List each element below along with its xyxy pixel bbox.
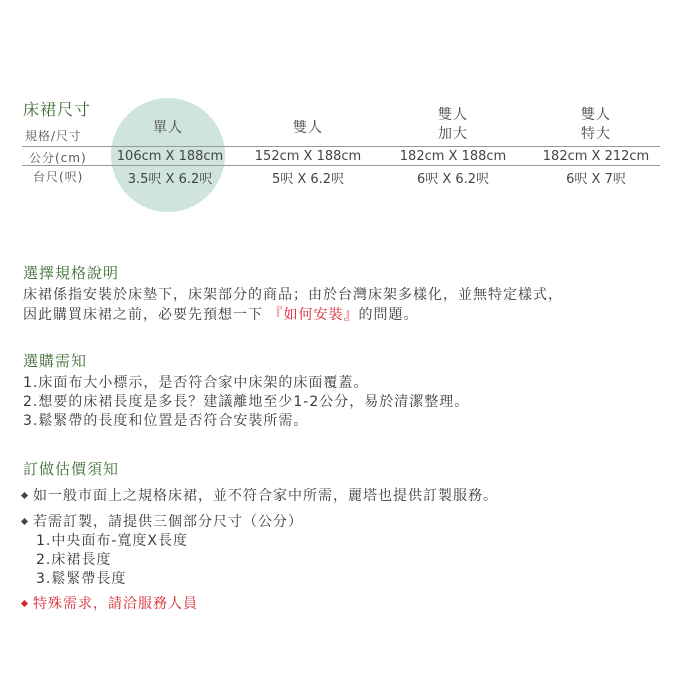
cell-queen-chi: 6呎 X 6.2呎 bbox=[416, 172, 490, 187]
custom-order-sub-2: 2.床裙長度 bbox=[36, 552, 112, 568]
diamond-bullet-icon bbox=[21, 599, 28, 606]
cell-double-chi: 5呎 X 6.2呎 bbox=[271, 172, 345, 187]
cell-queen-cm: 182cm X 188cm bbox=[399, 149, 507, 164]
cell-king-cm: 182cm X 212cm bbox=[542, 149, 650, 164]
table-divider-top bbox=[22, 146, 660, 147]
cell-king-chi: 6呎 X 7呎 bbox=[566, 172, 626, 187]
custom-order-bullet-2-text: 若需訂製，請提供三個部分尺寸（公分） bbox=[33, 514, 303, 530]
col-header-king-line2: 特大 bbox=[581, 126, 611, 142]
spec-explain-line2-prefix: 因此購買床裙之前，必要先預想一下 bbox=[23, 307, 269, 323]
custom-order-sub-1: 1.中央面布-寬度X長度 bbox=[36, 533, 188, 549]
cell-single-cm: 106cm X 188cm bbox=[116, 149, 224, 164]
row-label-chi: 台尺(呎) bbox=[33, 170, 84, 184]
custom-order-bullet-2 bbox=[20, 511, 303, 531]
col-header-king-line1: 雙人 bbox=[581, 107, 611, 123]
custom-order-bullet-3 bbox=[20, 593, 198, 613]
purchase-notes-title: 選購需知 bbox=[23, 352, 88, 370]
cell-single-chi: 3.5呎 X 6.2呎 bbox=[127, 172, 213, 187]
cell-double-cm: 152cm X 188cm bbox=[254, 149, 362, 164]
diamond-bullet-icon bbox=[21, 517, 28, 524]
how-to-install-highlight: 『如何安裝』 bbox=[268, 307, 359, 323]
table-divider-bottom bbox=[22, 165, 660, 166]
custom-order-bullet-1 bbox=[20, 485, 498, 505]
spec-explain-title: 選擇規格說明 bbox=[23, 264, 120, 282]
col-header-single: 單人 bbox=[153, 120, 183, 136]
spec-explain-line2-suffix: 的問題。 bbox=[358, 307, 419, 323]
col-header-double: 雙人 bbox=[293, 120, 323, 136]
custom-order-sub-3: 3.鬆緊帶長度 bbox=[36, 571, 127, 587]
spec-explain-line2 bbox=[23, 304, 418, 324]
purchase-note-3: 3.鬆緊帶的長度和位置是否符合安裝所需。 bbox=[23, 413, 309, 429]
purchase-note-1: 1.床面布大小標示，是否符合家中床架的床面覆蓋。 bbox=[23, 375, 369, 391]
custom-order-bullet-1-text: 如一般市面上之規格床裙，並不符合家中所需，麗塔也提供訂製服務。 bbox=[33, 488, 498, 504]
col-header-queen-line2: 加大 bbox=[438, 126, 468, 142]
spec-explain-line1: 床裙係指安裝於床墊下，床架部分的商品；由於台灣床架多樣化，並無特定樣式， bbox=[23, 287, 563, 303]
custom-order-title: 訂做估價須知 bbox=[23, 460, 120, 478]
row-label-cm: 公分(cm) bbox=[29, 151, 87, 165]
purchase-note-2: 2.想要的床裙長度是多長？建議離地至少1-2公分，易於清潔整理。 bbox=[23, 394, 470, 410]
special-request-text: 特殊需求，請洽服務人員 bbox=[33, 596, 198, 612]
row-label-spec: 規格/尺寸 bbox=[25, 129, 83, 143]
diamond-bullet-icon bbox=[21, 491, 28, 498]
col-header-queen-line1: 雙人 bbox=[438, 107, 468, 123]
size-table-title: 床裙尺寸 bbox=[23, 100, 92, 119]
